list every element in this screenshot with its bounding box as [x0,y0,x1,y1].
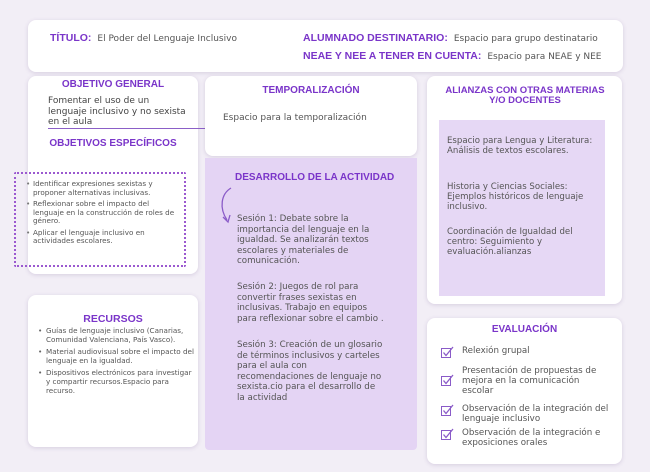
evaluation-item-text: Presentación de propuestas de mejora en la comunicación escolar [462,366,597,396]
evaluation-item [441,366,597,396]
neae-value: Espacio para NEAE y NEE [487,52,602,62]
list-item: • Guías de lenguaje inclusivo (Canarias, Comunidad Valenciana, País Vasco). [38,327,196,344]
list-item: • Dispositivos electrónicos para investigar y compartir recursos.Espacio para recurso. [38,369,196,395]
specific-objectives-title: OBJETIVOS ESPECÍFICOS [49,138,177,149]
activity-panel [205,158,417,450]
resources-title: RECURSOS [83,313,143,325]
timing-text: Espacio para la temporalización [223,113,367,123]
alliances-panel [439,120,605,296]
alliance-item-1: Espacio para Lengua y Literatura: Análisis de textos escolares. [447,136,593,157]
alliance-item-3: Coordinación de Igualdad del centro: Seguimiento y evaluación.alianzas [447,227,573,258]
title-value: El Poder del Lenguaje Inclusivo [97,34,237,44]
checkbox-checked-icon [441,404,454,417]
checkbox-checked-icon [441,374,454,387]
resources-card [28,295,198,447]
evaluation-item [441,428,622,448]
checkbox-checked-icon [441,346,454,359]
checkbox-checked-icon [441,428,454,441]
general-objective-text: Fomentar el uso de un lenguaje inclusivo y no sexista en el aula [48,96,186,127]
evaluation-title: EVALUACIÓN [491,324,558,335]
divider [48,128,216,129]
session-3-text: Sesión 3: Creación de un glosario de términos inclusivos y carteles para el aula con recomendaciones de lenguaje no sexista.cio para el desarrollo de la actividad [237,340,383,403]
general-objective-title: OBJETIVO GENERAL [61,79,165,90]
evaluation-card [427,318,622,464]
evaluation-item [441,404,612,424]
alliance-item-2: Historia y Ciencias Sociales: Ejemplos históricos de lenguaje inclusivo. [447,182,584,213]
evaluation-item-text: Observación de la integración e exposiciones orales [462,428,601,448]
audience-label: ALUMNADO DESTINATARIO: [303,32,448,44]
timing-card [205,76,417,156]
evaluation-item-text: Observación de la integración del lenguaje inclusivo [462,404,609,424]
evaluation-item-text: Relexión grupal [462,346,530,356]
list-item: • Identificar expresiones sexistas y proponer alternativas inclusivas. [26,180,178,197]
neae-row [303,50,601,62]
title-row [50,32,237,44]
list-item: • Reflexionar sobre el impacto del lenguaje en la construcción de roles de género. [26,200,178,226]
audience-row [303,32,598,44]
neae-label: NEAE Y NEE A TENER EN CUENTA: [303,50,482,62]
list-item: • Aplicar el lenguaje inclusivo en actividades escolares. [26,229,178,246]
evaluation-item [441,346,530,359]
title-label: TÍTULO: [50,32,92,44]
alliances-card [427,76,622,304]
audience-value: Espacio para grupo destinatario [453,34,598,44]
session-1-text: Sesión 1: Debate sobre la importancia del lenguaje en la igualdad. Se analizarán textos escolares y materiales de comunicación. [237,214,370,266]
specific-objectives-list [14,172,186,267]
timing-title: TEMPORALIZACIÓN [262,85,360,96]
header-card [28,20,623,72]
activity-title: DESARROLLO DE LA ACTIVIDAD [235,172,395,183]
session-2-text: Sesión 2: Juegos de rol para convertir frases sexistas en inclusivas. Trabajo en equipos para reflexionar sobre el cambio . [237,282,384,324]
list-item: • Material audiovisual sobre el impacto del lenguaje en la igualdad. [38,348,196,365]
curved-arrow-icon [217,186,239,226]
alliances-title: ALIANZAS CON OTRAS MATERIAS Y/O DOCENTES [445,85,605,106]
